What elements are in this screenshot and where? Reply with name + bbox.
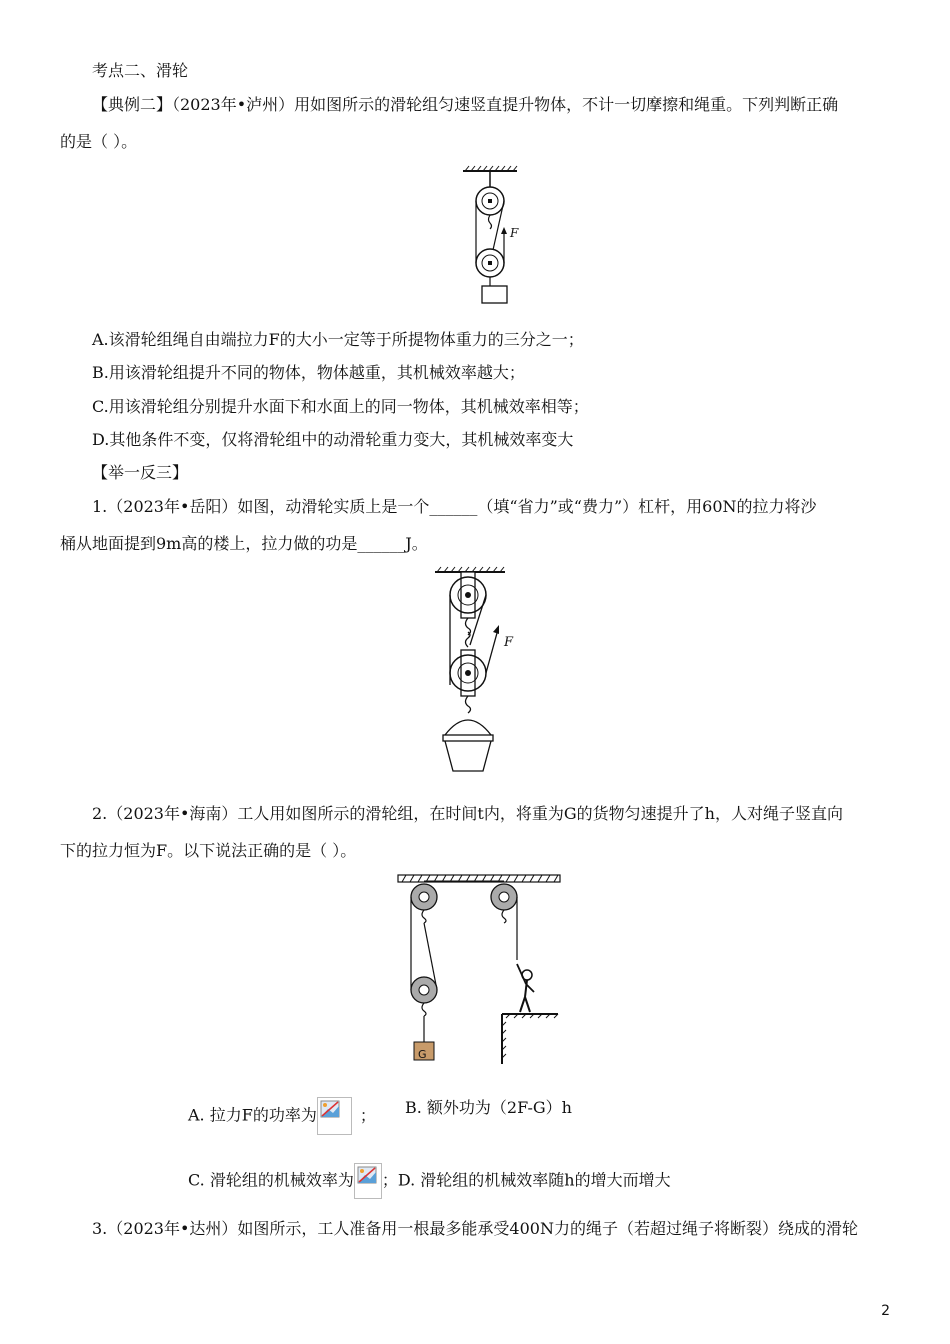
q2-option-a-separator: ；: [359, 1105, 376, 1125]
pulley-figure-3: [394, 872, 564, 1067]
q2-option-c-text: C. 滑轮组的机械效率为: [188, 1170, 354, 1190]
q2-line-2: 下的拉力恒为F。以下说法正确的是（ ）。: [60, 841, 357, 860]
section-title: 考点二、滑轮: [92, 61, 189, 80]
pulley-figure-1: [455, 165, 535, 310]
page-number: 2: [881, 1303, 890, 1319]
example-line-2: 的是（ ）。: [60, 132, 138, 151]
pulley-figure-2: [415, 565, 525, 775]
formula-image-icon: [354, 1163, 382, 1199]
q2-option-c: [188, 1163, 671, 1199]
example-option-a: A.该滑轮组绳自由端拉力F的大小一定等于所提物体重力的三分之一；: [92, 330, 584, 349]
figure-2-force-label: F: [504, 635, 514, 650]
q2-option-b: B. 额外功为（2F-G）h: [405, 1098, 572, 1117]
example-option-d: D.其他条件不变，仅将滑轮组中的动滑轮重力变大，其机械效率变大: [92, 430, 574, 449]
q3-line-1: 3.（2023年•达州）如图所示，工人准备用一根最多能承受400N力的绳子（若超过绳子将断裂）绕成的滑轮: [92, 1219, 858, 1238]
q2-option-a-text: A. 拉力F的功率为: [188, 1105, 317, 1125]
formula-image-icon: [317, 1097, 352, 1135]
q2-line-1: 2.（2023年•海南）工人用如图所示的滑轮组，在时间t内，将重为G的货物匀速提升了h，人对绳子竖直向: [92, 804, 843, 823]
practice-heading: 【举一反三】: [92, 463, 189, 482]
example-option-c: C.用该滑轮组分别提升水面下和水面上的同一物体，其机械效率相等；: [92, 397, 589, 416]
figure-3-weight-label: G: [418, 1048, 427, 1061]
q2-option-a: [188, 1097, 376, 1135]
q2-option-d: ；D. 滑轮组的机械效率随h的增大而增大: [381, 1170, 671, 1190]
q1-line-2: 桶从地面提到9m高的楼上，拉力做的功是______J。: [60, 534, 428, 553]
example-line-1: 【典例二】（2023年•泸州）用如图所示的滑轮组匀速竖直提升物体，不计一切摩擦和绳重。下列判断正确: [92, 95, 839, 114]
figure-1-force-label: F: [510, 226, 519, 240]
example-option-b: B.用该滑轮组提升不同的物体，物体越重，其机械效率越大；: [92, 363, 525, 382]
q1-line-1: 1.（2023年•岳阳）如图，动滑轮实质上是一个______（填“省力”或“费力”）杠杆，用60N的拉力将沙: [92, 497, 817, 516]
